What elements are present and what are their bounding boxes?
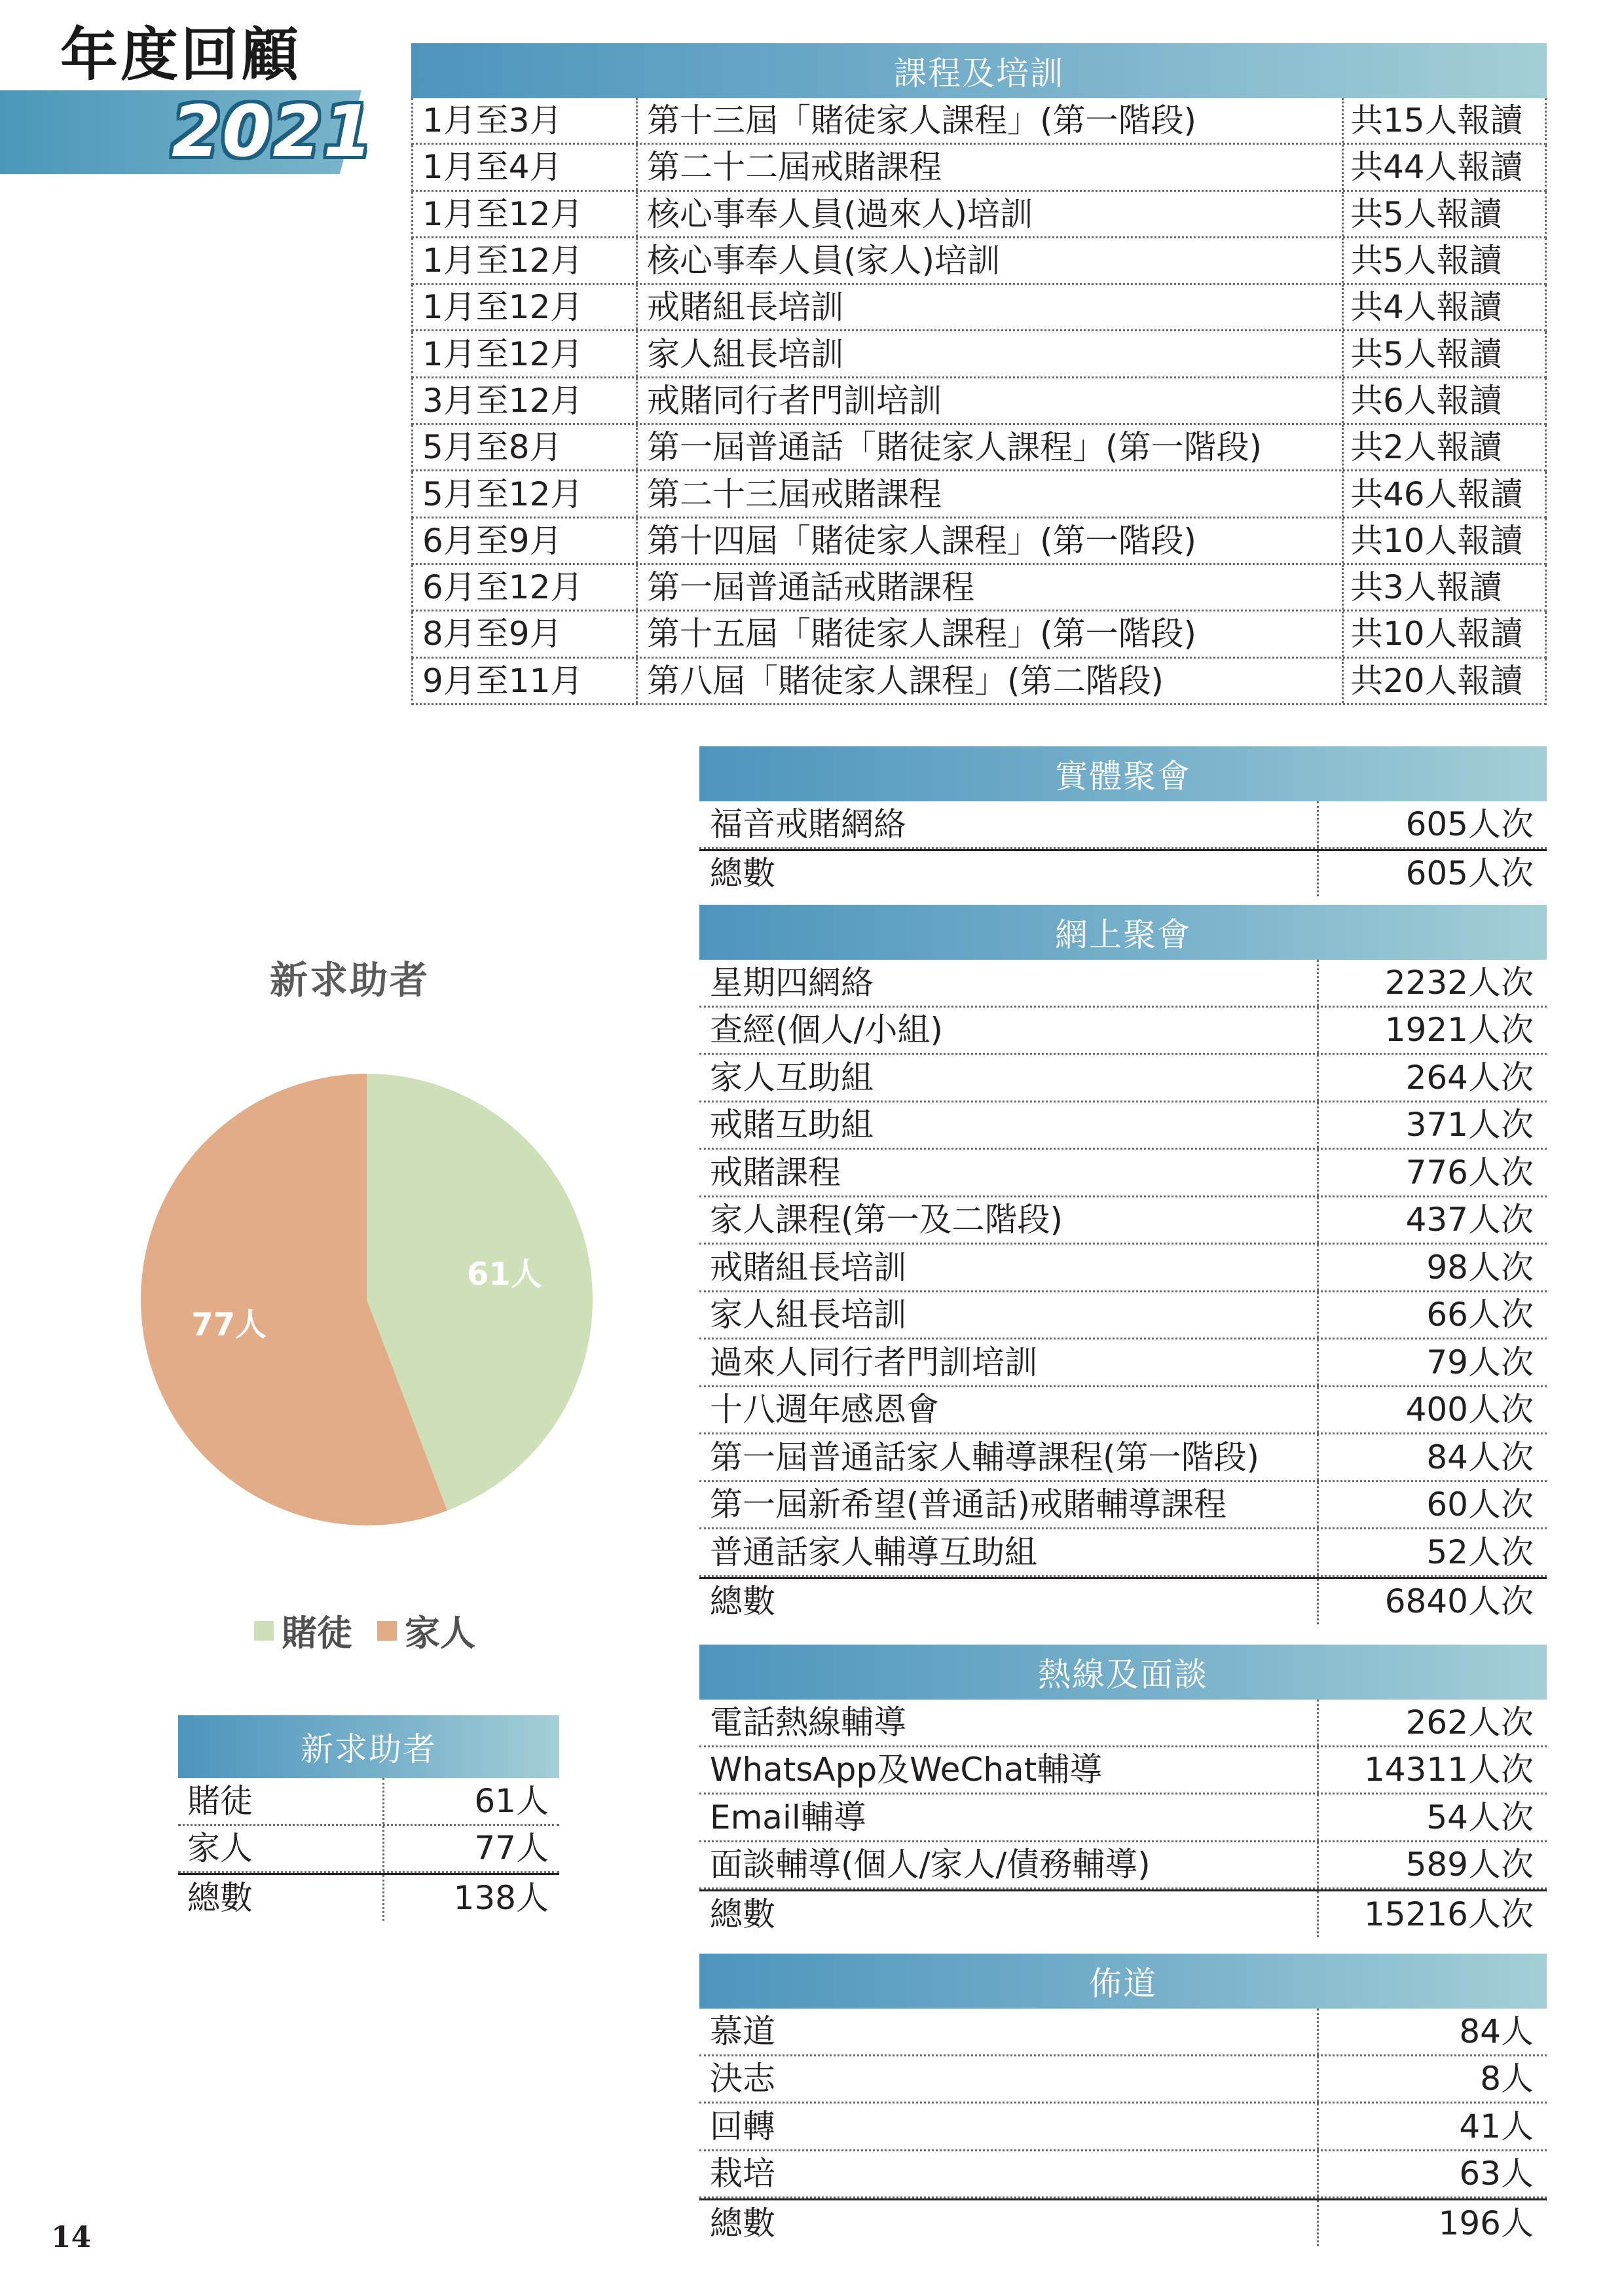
online-cell-1: 家人互助組	[710, 1058, 874, 1097]
online-cell-1: 普通話家人輔導互助組	[710, 1533, 1037, 1571]
courses-cell-1: 1月至12月	[422, 242, 583, 280]
courses-cell-3: 共20人報讀	[1342, 659, 1545, 703]
courses-cell-1: 5月至8月	[422, 428, 563, 467]
online-cell-1: 第一屆新希望(普通話)戒賭輔導課程	[710, 1485, 1227, 1524]
online-row	[699, 1292, 1547, 1340]
evangel-cell-2: 196人	[1317, 2200, 1547, 2246]
online-cell-2: 371人次	[1317, 1102, 1547, 1148]
online-cell-1: 總數	[710, 1582, 775, 1621]
seekers-row	[178, 1826, 559, 1874]
pie-data-label-family: 77人	[191, 1306, 267, 1343]
courses-cell-3: 共15人報讀	[1342, 98, 1545, 143]
courses-cell-1: 3月至12月	[422, 381, 583, 420]
courses-row	[411, 145, 1547, 191]
courses-table-body	[411, 98, 1547, 705]
courses-row	[411, 331, 1547, 378]
online-cell-2: 6840人次	[1317, 1579, 1547, 1625]
hotline-row	[699, 1842, 1547, 1890]
courses-row	[411, 659, 1547, 705]
online-cell-1: 家人組長培訓	[710, 1296, 906, 1334]
evangel-row	[699, 2104, 1547, 2151]
online-cell-1: 戒賭互助組	[710, 1106, 874, 1144]
hotline-row	[699, 1700, 1547, 1747]
courses-cell-1: 8月至9月	[422, 615, 563, 653]
courses-table-header: 課程及培訓	[411, 43, 1547, 98]
hotline-cell-1: WhatsApp及WeChat輔導	[710, 1751, 1103, 1789]
online-row	[699, 1150, 1547, 1197]
online-cell-2: 79人次	[1317, 1339, 1547, 1385]
seekers-row	[178, 1778, 559, 1826]
hotline-row	[699, 1795, 1547, 1842]
courses-cell-1: 1月至12月	[422, 194, 583, 233]
courses-cell-3: 共5人報讀	[1342, 238, 1545, 283]
legend-swatch-gambler	[254, 1621, 274, 1641]
physical-cell-2: 605人次	[1317, 851, 1547, 897]
physical-gatherings-header: 實體聚會	[699, 746, 1547, 801]
courses-cell-2: 第十五屆「賭徒家人課程」(第一階段)	[636, 611, 1342, 656]
courses-cell-2: 第八屆「賭徒家人課程」(第二階段)	[636, 659, 1342, 703]
hotline-header: 熱線及面談	[699, 1645, 1547, 1700]
evangelism-header: 佈道	[699, 1954, 1547, 2009]
online-cell-1: 戒賭組長培訓	[710, 1248, 906, 1286]
courses-cell-1: 1月至12月	[422, 288, 583, 327]
legend-swatch-family	[377, 1621, 397, 1641]
evangel-cell-1: 慕道	[710, 2012, 775, 2050]
new-seekers-header: 新求助者	[178, 1715, 559, 1778]
online-cell-2: 98人次	[1317, 1245, 1547, 1290]
seekers-row	[178, 1873, 559, 1921]
online-row	[699, 1482, 1547, 1530]
hotline-cell-2: 589人次	[1317, 1842, 1547, 1888]
courses-cell-1: 9月至11月	[422, 661, 583, 700]
courses-cell-3: 共44人報讀	[1342, 145, 1545, 189]
evangel-cell-1: 回轉	[710, 2107, 775, 2145]
courses-cell-2: 第十三屆「賭徒家人課程」(第一階段)	[636, 98, 1342, 143]
hotline-cell-2: 15216人次	[1317, 1891, 1547, 1937]
courses-cell-2: 戒賭同行者門訓培訓	[636, 378, 1342, 423]
online-row	[699, 1434, 1547, 1482]
courses-row	[411, 519, 1547, 565]
seekers-cell-2: 61人	[382, 1778, 559, 1824]
legend-item-gambler	[254, 1605, 352, 1656]
physical-row	[699, 849, 1547, 897]
online-cell-1: 戒賭課程	[710, 1153, 841, 1192]
courses-row	[411, 611, 1547, 658]
online-cell-2: 52人次	[1317, 1529, 1547, 1575]
pie-chart-title: 新求助者	[270, 958, 430, 1002]
online-cell-2: 400人次	[1317, 1387, 1547, 1433]
courses-cell-3: 共4人報讀	[1342, 285, 1545, 329]
evangel-cell-2: 63人	[1317, 2151, 1547, 2197]
courses-row	[411, 425, 1547, 471]
online-cell-2: 264人次	[1317, 1055, 1547, 1101]
courses-cell-2: 第二十二屆戒賭課程	[636, 145, 1342, 189]
courses-cell-2: 核心事奉人員(過來人)培訓	[636, 192, 1342, 236]
evangel-row	[699, 2056, 1547, 2104]
physical-cell-2: 605人次	[1317, 801, 1547, 847]
page-number: 14	[51, 2221, 92, 2254]
evangel-cell-1: 決志	[710, 2060, 775, 2098]
courses-row	[411, 565, 1547, 611]
seekers-cell-1: 賭徒	[187, 1781, 253, 1820]
hotline-table	[699, 1645, 1547, 1937]
hotline-cell-1: 面談輔導(個人/家人/債務輔導)	[710, 1846, 1151, 1884]
legend-label-gambler: 賭徒	[282, 1613, 352, 1654]
evangelism-table	[699, 1954, 1547, 2246]
online-gatherings-header: 網上聚會	[699, 905, 1547, 960]
courses-cell-3: 共3人報讀	[1342, 565, 1545, 610]
hotline-body	[699, 1700, 1547, 1937]
seekers-cell-1: 總數	[187, 1878, 253, 1917]
online-gatherings-body	[699, 960, 1547, 1624]
courses-cell-3: 共5人報讀	[1342, 192, 1545, 236]
courses-cell-3: 共46人報讀	[1342, 471, 1545, 516]
hotline-row	[699, 1889, 1547, 1937]
courses-cell-3: 共5人報讀	[1342, 331, 1545, 376]
seekers-cell-2: 77人	[382, 1826, 559, 1872]
courses-cell-2: 第十四屆「賭徒家人課程」(第一階段)	[636, 519, 1342, 563]
online-row	[699, 1197, 1547, 1245]
evangel-row	[699, 2151, 1547, 2199]
online-cell-2: 2232人次	[1317, 960, 1547, 1006]
courses-row	[411, 378, 1547, 425]
hotline-cell-1: Email輔導	[710, 1798, 866, 1836]
evangel-cell-2: 84人	[1317, 2009, 1547, 2054]
courses-row	[411, 471, 1547, 518]
new-seekers-table	[178, 1715, 559, 1921]
online-cell-1: 查經(個人/小組)	[710, 1011, 943, 1049]
hotline-cell-2: 14311人次	[1317, 1747, 1547, 1793]
courses-cell-1: 1月至4月	[422, 148, 563, 187]
page-title: 年度回顧	[60, 21, 302, 88]
online-cell-2: 437人次	[1317, 1197, 1547, 1243]
online-gatherings-table	[699, 905, 1547, 1624]
legend-label-family: 家人	[405, 1613, 475, 1654]
courses-cell-2: 家人組長培訓	[636, 331, 1342, 376]
hotline-row	[699, 1747, 1547, 1795]
physical-cell-1: 福音戒賭網絡	[710, 805, 906, 843]
online-row	[699, 1055, 1547, 1102]
courses-cell-3: 共10人報讀	[1342, 519, 1545, 563]
seekers-cell-2: 138人	[382, 1875, 559, 1921]
courses-cell-2: 第二十三屆戒賭課程	[636, 471, 1342, 516]
online-cell-1: 家人課程(第一及二階段)	[710, 1201, 1063, 1239]
seekers-cell-1: 家人	[187, 1829, 253, 1868]
courses-row	[411, 238, 1547, 285]
pie-data-label-gambler: 61人	[466, 1256, 542, 1293]
evangel-row	[699, 2009, 1547, 2056]
evangel-cell-2: 8人	[1317, 2056, 1547, 2102]
legend-item-family	[377, 1605, 475, 1656]
courses-cell-1: 5月至12月	[422, 475, 583, 513]
online-row	[699, 1102, 1547, 1150]
courses-cell-1: 1月至3月	[422, 101, 563, 140]
courses-cell-2: 第一屆普通話「賭徒家人課程」(第一階段)	[636, 425, 1342, 469]
new-seekers-body	[178, 1778, 559, 1921]
online-cell-1: 星期四網絡	[710, 963, 874, 1002]
courses-row	[411, 285, 1547, 331]
courses-cell-1: 6月至9月	[422, 521, 563, 560]
online-cell-2: 60人次	[1317, 1482, 1547, 1528]
courses-cell-2: 第一屆普通話戒賭課程	[636, 565, 1342, 610]
hotline-cell-1: 總數	[710, 1895, 775, 1933]
physical-row	[699, 801, 1547, 849]
courses-row	[411, 98, 1547, 145]
online-cell-1: 第一屆普通話家人輔導課程(第一階段)	[710, 1438, 1260, 1476]
online-cell-2: 776人次	[1317, 1150, 1547, 1195]
courses-cell-2: 核心事奉人員(家人)培訓	[636, 238, 1342, 283]
online-cell-2: 84人次	[1317, 1434, 1547, 1480]
physical-cell-1: 總數	[710, 854, 775, 893]
hotline-cell-2: 262人次	[1317, 1700, 1547, 1745]
year-label: 2021	[172, 91, 374, 173]
hotline-cell-1: 電話熱線輔導	[710, 1703, 906, 1741]
online-row	[699, 1529, 1547, 1577]
online-row	[699, 1245, 1547, 1292]
new-seekers-pie-chart	[138, 1070, 596, 1529]
evangelism-body	[699, 2009, 1547, 2246]
courses-cell-3: 共2人報讀	[1342, 425, 1545, 469]
online-row	[699, 1339, 1547, 1387]
physical-gatherings-body	[699, 801, 1547, 896]
online-cell-2: 1921人次	[1317, 1008, 1547, 1053]
online-cell-1: 十八週年感恩會	[710, 1391, 939, 1429]
courses-cell-2: 戒賭組長培訓	[636, 285, 1342, 329]
courses-cell-3: 共10人報讀	[1342, 611, 1545, 656]
online-row	[699, 1577, 1547, 1625]
online-cell-1: 過來人同行者門訓培訓	[710, 1343, 1037, 1381]
physical-gatherings-table	[699, 746, 1547, 896]
courses-cell-1: 6月至12月	[422, 568, 583, 607]
online-cell-2: 66人次	[1317, 1292, 1547, 1338]
online-row	[699, 960, 1547, 1008]
courses-cell-3: 共6人報讀	[1342, 378, 1545, 423]
evangel-cell-1: 栽培	[710, 2155, 775, 2193]
evangel-row	[699, 2198, 1547, 2246]
evangel-cell-1: 總數	[710, 2204, 775, 2242]
evangel-cell-2: 41人	[1317, 2104, 1547, 2149]
courses-cell-1: 1月至12月	[422, 335, 583, 373]
online-row	[699, 1008, 1547, 1055]
courses-row	[411, 192, 1547, 238]
pie-legend	[254, 1605, 500, 1656]
online-row	[699, 1387, 1547, 1435]
hotline-cell-2: 54人次	[1317, 1795, 1547, 1840]
courses-table	[411, 43, 1547, 705]
